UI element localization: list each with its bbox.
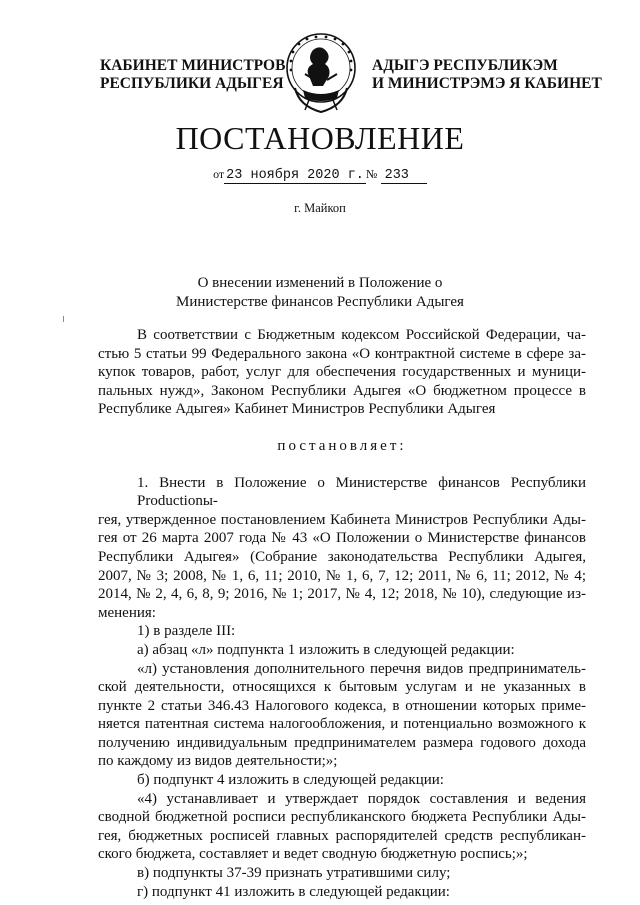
document-body <box>98 326 586 901</box>
document-date: 23 ноября 2020 г. <box>226 168 364 183</box>
sub-b-paragraph: б) подпункт 4 изложить в следующей редакции: <box>137 772 444 789</box>
header-right-line-2: И МИНИСТРЭМЭ Я КАБИНЕТ <box>372 75 602 92</box>
text-line: ской деятельности, относящихся к бытовым услугам и не указанных в <box>98 679 586 696</box>
text-line: Республике Адыгея» Кабинет Министров Республики Адыгея <box>98 401 496 418</box>
date-number-line <box>0 166 640 183</box>
text-line: «л) установления дополнительного перечня видов предприниматель- <box>137 660 586 677</box>
text-line: менения: <box>98 604 156 621</box>
subject-line-2: Министерстве финансов Республики Адыгея <box>176 294 464 310</box>
margin-mark <box>63 316 64 322</box>
text-line: гея от 26 марта 2007 года № 43 «О Положении о Министерстве финансов <box>98 530 586 547</box>
header-left <box>100 57 285 93</box>
quote-l-paragraph <box>98 660 586 772</box>
sub-1-paragraph: 1) в разделе III: <box>137 623 236 640</box>
text-line: 2014, № 2, 4, 6, 8, 9; 2016, № 1; 2017, № 4, 12; 2018, № 10), следующие из- <box>98 586 586 603</box>
header-right <box>372 57 602 93</box>
text-line: купок товаров, работ, услуг для обеспечения государственных и муници- <box>98 364 586 381</box>
header-left-line-1: КАБИНЕТ МИНИСТРОВ <box>100 57 286 74</box>
document-subject <box>0 274 640 312</box>
quote-4-paragraph <box>98 790 586 864</box>
text-line: 1. Внести в Положение о Министерстве финансов Республики Productionы- <box>137 474 586 510</box>
header-left-line-2: РЕСПУБЛИКИ АДЫГЕЯ <box>100 75 284 92</box>
sub-g-paragraph: г) подпункт 41 изложить в следующей редакции: <box>137 883 450 900</box>
text-line: сводной бюджетной росписи республиканского бюджета Республики Ады- <box>98 809 586 826</box>
text-line: няется патентная система налогообложения, и потенциально возможного к <box>98 716 586 733</box>
subject-line-1: О внесении изменений в Положение о <box>197 275 443 291</box>
decree-word: постановляет: <box>277 437 407 454</box>
sub-v-paragraph: в) подпункты 37-39 признать утратившими силу; <box>137 865 451 882</box>
text-line: пальных нужд», Законом Республики Адыгея «О бюджетном процессе в <box>98 382 586 399</box>
text-line: ского бюджета, составляет и ведет сводную бюджетную роспись;»; <box>98 846 528 863</box>
text-line: получению индивидуальным предпринимателем размера годового дохода <box>98 734 586 751</box>
text-line: В соответствии с Бюджетным кодексом Российской Федерации, ча- <box>137 327 586 343</box>
document-number: 233 <box>381 168 427 184</box>
city: г. Майкоп <box>294 201 346 215</box>
text-line: «4) устанавливает и утверждает порядок составления и ведения <box>137 790 586 807</box>
item-1-paragraph <box>98 474 586 623</box>
text-line: пункте 2 статьи 346.43 Налогового кодекса, в отношении которых приме- <box>98 697 586 714</box>
date-from-label: от <box>213 167 225 181</box>
sub-a-paragraph: а) абзац «л» подпункта 1 изложить в следующей редакции: <box>137 641 515 658</box>
text-line: 2007, № 3; 2008, № 1, 6, 11; 2010, № 1, 6, 7, 12; 2011, № 6, 11; 2012, № 4; <box>98 567 586 584</box>
preamble-paragraph <box>98 326 586 419</box>
text-line: Республики Адыгея» (Собрание законодательства Республики Адыгея, <box>98 548 586 565</box>
number-label: № <box>365 167 378 181</box>
text-line: гея, бюджетных росписей главных распорядителей средств республикан- <box>98 827 586 844</box>
text-line: стью 5 статьи 99 Федерального закона «О контрактной системе в сфере за- <box>98 345 586 362</box>
coat-of-arms-icon <box>283 30 359 114</box>
header-right-line-1: АДЫГЭ РЕСПУБЛИКЭМ <box>372 57 558 74</box>
text-line: по каждому из видов деятельности;»; <box>98 753 338 770</box>
document-title: ПОСТАНОВЛЕНИЕ <box>175 120 465 156</box>
text-line: гея, утвержденное постановлением Кабинета Министров Республики Ады- <box>98 511 586 528</box>
